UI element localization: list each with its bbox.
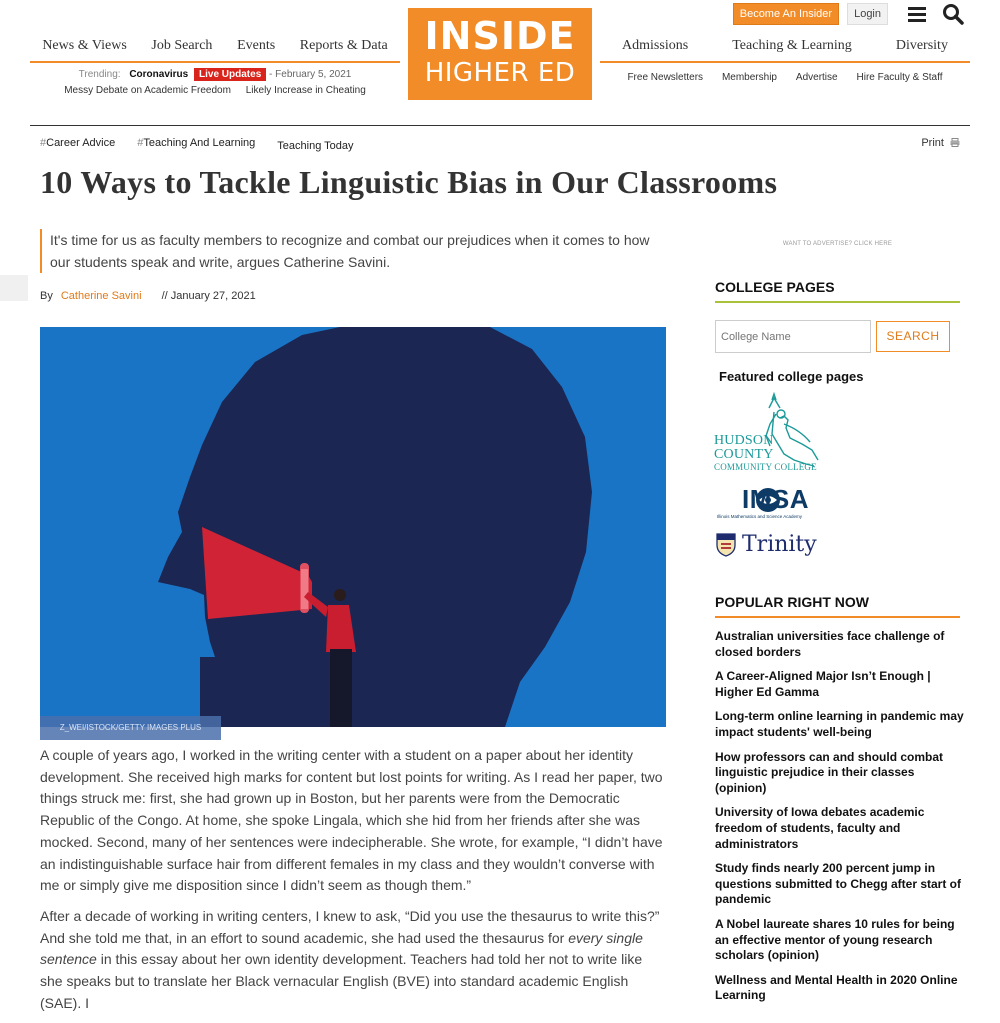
trending-links <box>30 85 400 96</box>
publish-date: // January 27, 2021 <box>161 290 256 302</box>
hcc-line1: HUDSON <box>714 433 774 448</box>
nav-reports-data[interactable]: Reports & Data <box>299 38 388 53</box>
menu-icon[interactable] <box>908 6 926 22</box>
featured-college-title: Featured college pages <box>719 369 864 384</box>
imsa-logo[interactable]: IMSA <box>742 484 809 514</box>
trinity-name: Trinity <box>742 532 817 557</box>
trending-date: - February 5, 2021 <box>269 69 352 80</box>
logo-line2: HIGHER ED <box>424 58 576 88</box>
nav-admissions[interactable]: Admissions <box>622 38 689 53</box>
primary-nav-left <box>30 38 400 63</box>
trending-link[interactable]: Messy Debate on Academic Freedom <box>64 85 231 96</box>
logo-line1: INSIDE <box>424 14 576 58</box>
trinity-shield-icon <box>716 533 736 557</box>
print-button[interactable] <box>921 137 960 149</box>
tag-teaching-learning[interactable]: #Teaching And Learning <box>137 137 256 149</box>
article-title: 10 Ways to Tackle Linguistic Bias in Our Classrooms <box>40 164 778 200</box>
popular-item[interactable]: A Career-Aligned Major Isn’t Enough | Higher Ed Gamma <box>715 669 931 699</box>
column-name[interactable]: Teaching Today <box>277 140 354 152</box>
nav-membership[interactable]: Membership <box>721 72 777 83</box>
nav-events[interactable]: Events <box>237 38 276 53</box>
live-updates-badge[interactable]: Live Updates <box>194 68 266 81</box>
become-insider-button[interactable]: Become An Insider <box>733 3 839 25</box>
nav-diversity[interactable]: Diversity <box>895 38 948 53</box>
popular-title: POPULAR RIGHT NOW <box>715 594 960 618</box>
hcc-line2: COUNTY <box>714 447 774 462</box>
article-tags <box>40 137 354 152</box>
site-logo[interactable] <box>408 8 592 100</box>
advertise-link[interactable]: WANT TO ADVERTISE? CLICK HERE <box>782 241 893 247</box>
tag-career-advice[interactable]: #Career Advice <box>40 137 116 149</box>
search-icon[interactable] <box>942 3 964 25</box>
trending-link[interactable]: Likely Increase in Cheating <box>245 85 366 96</box>
byline-by: By <box>40 290 53 302</box>
popular-list <box>715 629 965 1013</box>
nav-free-newsletters[interactable]: Free Newsletters <box>627 72 704 83</box>
printer-icon <box>950 138 960 147</box>
popular-item[interactable]: Long-term online learning in pandemic may impact students' well-being <box>715 709 964 739</box>
hudson-county-logo[interactable] <box>714 434 817 473</box>
image-credit: Z_WEI/ISTOCK/GETTY IMAGES PLUS <box>40 716 221 740</box>
trinity-logo[interactable] <box>716 532 817 557</box>
paragraph: A couple of years ago, I worked in the writing center with a student on a paper about her identity development. She received high marks for content but lost points for writing. As I read her paper, two things struck me: first, she had grown up in Boston, but her parents were from the Democratic Republic of the Congo. At home, she spoke Lingala, which she hid from her friends after she was mocked. Second, many of her sentences were indecipherable. She wrote, for example, “I didn’t have an indistinguishable surface hair from different females in my class and they wouldn’t converse with me or simply give me disposition since I didn’t seem as though them.” <box>40 747 663 894</box>
login-button[interactable]: Login <box>847 3 888 25</box>
hero-illustration <box>40 327 666 727</box>
article-body <box>40 745 666 1023</box>
hcc-line3: COMMUNITY COLLEGE <box>714 462 817 472</box>
print-label: Print <box>921 137 944 149</box>
popular-item[interactable]: Wellness and Mental Health in 2020 Online Learning <box>715 972 958 1003</box>
college-search-button[interactable]: SEARCH <box>876 321 950 352</box>
article-lede: It's time for us as faculty members to recognize and combat our prejudices when it comes to how our students speak and write, argues Catherine Savini. <box>40 229 660 273</box>
top-actions <box>733 3 964 25</box>
trending-label: Trending: <box>78 69 121 80</box>
nav-job-search[interactable]: Job Search <box>151 38 213 53</box>
byline <box>40 290 256 302</box>
popular-item[interactable]: Australian universities face challenge of closed borders <box>715 629 945 659</box>
popular-item[interactable]: How professors can and should combat linguistic prejudice in their classes (opinion) <box>715 749 944 795</box>
side-tab[interactable] <box>0 275 28 301</box>
college-name-input[interactable] <box>715 320 871 353</box>
nav-advertise[interactable]: Advertise <box>795 72 838 83</box>
header-divider <box>30 125 970 126</box>
imsa-subtitle: Illinois Mathematics and Science Academy <box>717 514 803 519</box>
primary-nav-right <box>600 38 970 63</box>
popular-item[interactable]: A Nobel laureate shares 10 rules for being an effective mentor of young research scholars (opinion) <box>715 916 955 963</box>
popular-item[interactable]: Study finds nearly 200 percent jump in questions submitted to Chegg after start of pandemic <box>715 861 962 907</box>
nav-news-views[interactable]: News & Views <box>42 38 127 53</box>
site-header <box>0 0 1000 126</box>
secondary-nav <box>600 72 970 83</box>
paragraph: After a decade of working in writing centers, I knew to ask, “Did you use the thesaurus to write this?” And she told me that, in an effort to sound academic, she had used the thesaurus for every single sentence in this essay about her own identity development. Teachers had told her not to write like she speaks but to translate her Black vernacular English (BVE) into standard academic English (SAE). I <box>40 907 660 1011</box>
college-pages-title: COLLEGE PAGES <box>715 279 960 303</box>
author-link[interactable]: Catherine Savini <box>60 290 142 302</box>
popular-item[interactable]: University of Iowa debates academic freedom of students, faculty and administrators <box>715 805 925 851</box>
trending-bar <box>30 69 400 80</box>
trending-topic[interactable]: Coronavirus <box>129 69 189 80</box>
nav-hire-faculty-staff[interactable]: Hire Faculty & Staff <box>856 72 943 83</box>
nav-teaching-learning[interactable]: Teaching & Learning <box>732 38 852 53</box>
hero-image <box>40 327 666 727</box>
